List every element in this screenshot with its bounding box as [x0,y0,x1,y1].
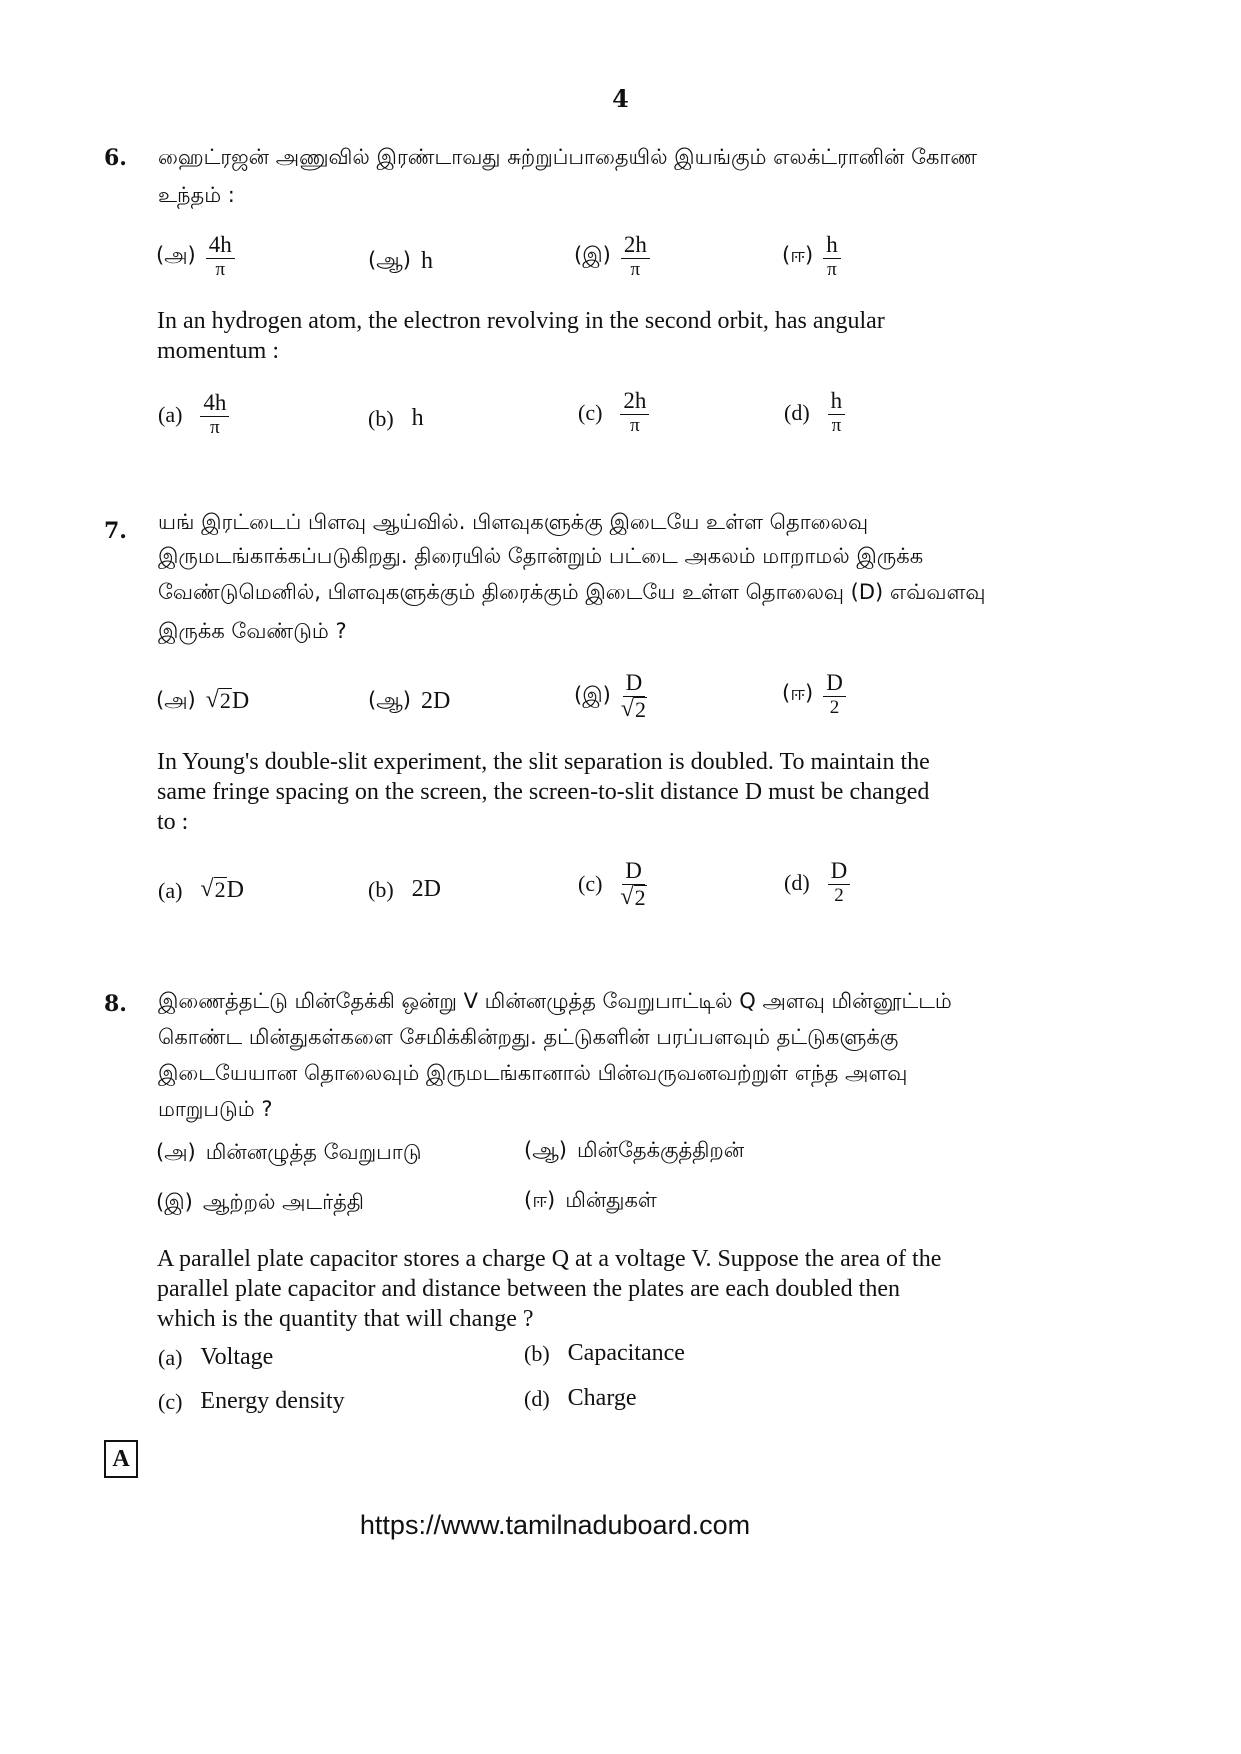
page-number: 4 [612,84,629,113]
q6-tamil-option-a: (அ) $\frac{4h}{\pi}$ [156,232,235,281]
question-7-number: 7. [104,518,127,544]
fraction: $\frac{h}{\pi}$ [828,388,846,437]
q6-english-option-a: (a) $\frac{4h}{\pi}$ [158,390,229,439]
q8-tamil-option-c: (இ) ஆற்றல் அடர்த்தி [156,1190,364,1214]
q8-english-option-b: (b) Capacitance [524,1340,685,1366]
q7-english-option-b: (b) 2D [368,876,441,902]
q7-english-option-c: (c) D √ 2 [578,858,646,910]
q6-tamil-option-c: (இ) $\frac{2h}{\pi}$ [574,232,650,281]
fraction: $\frac{4h}{\pi}$ [206,232,235,281]
q7-tamil-option-a: (அ) √ 2 D [156,687,250,714]
q7-tamil-option-d: (ஈ) $\frac{D}{2}$ [782,670,846,719]
question-7-english-line-3: to : [157,809,189,835]
fraction: $\frac{4h}{\pi}$ [200,390,229,439]
question-6-tamil-line-2: உந்தம் : [158,183,235,207]
question-6-tamil-line-1: ஹைட்ரஜன் அணுவில் இரண்டாவது சுற்றுப்பாதையில் இயங்கும் எலக்ட்ரானின் கோண [158,145,978,169]
fraction: D √ 2 [620,670,646,722]
sqrt-expression: √ 2 D [200,876,244,903]
q6-tamil-option-d: (ஈ) $\frac{h}{\pi}$ [782,232,841,281]
q6-english-option-d: (d) $\frac{h}{\pi}$ [784,388,845,437]
q6-tamil-option-b: (ஆ) h [368,248,433,274]
q7-english-option-d: (d) $\frac{D}{2}$ [784,858,850,907]
question-8-tamil-line-3: இடையேயான தொலைவும் இருமடங்கானால் பின்வருவனவற்றுள் எந்த அளவு [158,1061,908,1085]
fraction: $\frac{2h}{\pi}$ [620,388,649,437]
fraction: $\frac{h}{\pi}$ [823,232,841,281]
fraction: D √ 2 [620,858,646,910]
q8-tamil-option-d: (ஈ) மின்துகள் [524,1188,657,1212]
question-8-english-line-3: which is the quantity that will change ? [157,1306,534,1332]
question-7-tamil-line-2: இருமடங்காக்கப்படுகிறது. திரையில் தோன்றும் பட்டை அகலம் மாறாமல் இருக்க [158,544,924,568]
question-6-english-line-1: In an hydrogen atom, the electron revolving in the second orbit, has angular [157,308,885,334]
q8-english-option-a: (a) Voltage [158,1344,274,1370]
question-8-english-line-2: parallel plate capacitor and distance between the plates are each doubled then [157,1276,900,1302]
paper-set-badge: A [104,1440,138,1478]
question-6-english-line-2: momentum : [157,338,279,364]
question-8-number: 8. [104,991,127,1017]
q6-english-option-c: (c) $\frac{2h}{\pi}$ [578,388,649,437]
q8-tamil-option-b: (ஆ) மின்தேக்குத்திறன் [524,1138,745,1162]
question-7-tamil-line-4: இருக்க வேண்டும் ? [158,619,347,643]
q8-english-option-c: (c) Energy density [158,1388,345,1414]
question-8-tamil-line-2: கொண்ட மின்துகள்களை சேமிக்கின்றது. தட்டுகளின் பரப்பளவும் தட்டுகளுக்கு [158,1025,899,1049]
question-8-tamil-line-4: மாறுபடும் ? [158,1097,273,1121]
question-7-english-line-1: In Young's double-slit experiment, the slit separation is doubled. To maintain the [157,749,930,775]
fraction: $\frac{D}{2}$ [828,858,851,907]
question-6-number: 6. [104,145,127,171]
q8-tamil-option-a: (அ) மின்னழுத்த வேறுபாடு [156,1140,422,1164]
question-7-tamil-line-1: யங் இரட்டைப் பிளவு ஆய்வில். பிளவுகளுக்கு இடையே உள்ள தொலைவு [158,510,869,534]
question-8-english-line-1: A parallel plate capacitor stores a charge Q at a voltage V. Suppose the area of the [157,1246,942,1272]
sqrt-expression: √ 2 D [205,687,250,714]
q8-english-option-d: (d) Charge [524,1385,637,1411]
question-7-english-line-2: same fringe spacing on the screen, the screen-to-slit distance D must be changed [157,779,930,805]
footer-url: https://www.tamilnaduboard.com [359,1510,751,1540]
fraction: $\frac{2h}{\pi}$ [621,232,650,281]
fraction: $\frac{D}{2}$ [823,670,846,719]
q6-english-option-b: (b) h [368,405,424,431]
q7-tamil-option-c: (இ) D √ 2 [574,670,646,722]
q7-tamil-option-b: (ஆ) 2D [368,688,451,714]
question-8-tamil-line-1: இணைத்தட்டு மின்தேக்கி ஒன்று V மின்னழுத்த வேறுபாட்டில் Q அளவு மின்னூட்டம் [158,989,952,1013]
question-7-tamil-line-3: வேண்டுமெனில், பிளவுகளுக்கும் திரைக்கும் இடையே உள்ள தொலைவு (D) எவ்வளவு [158,580,986,604]
q7-english-option-a: (a) √ 2 D [158,876,244,903]
